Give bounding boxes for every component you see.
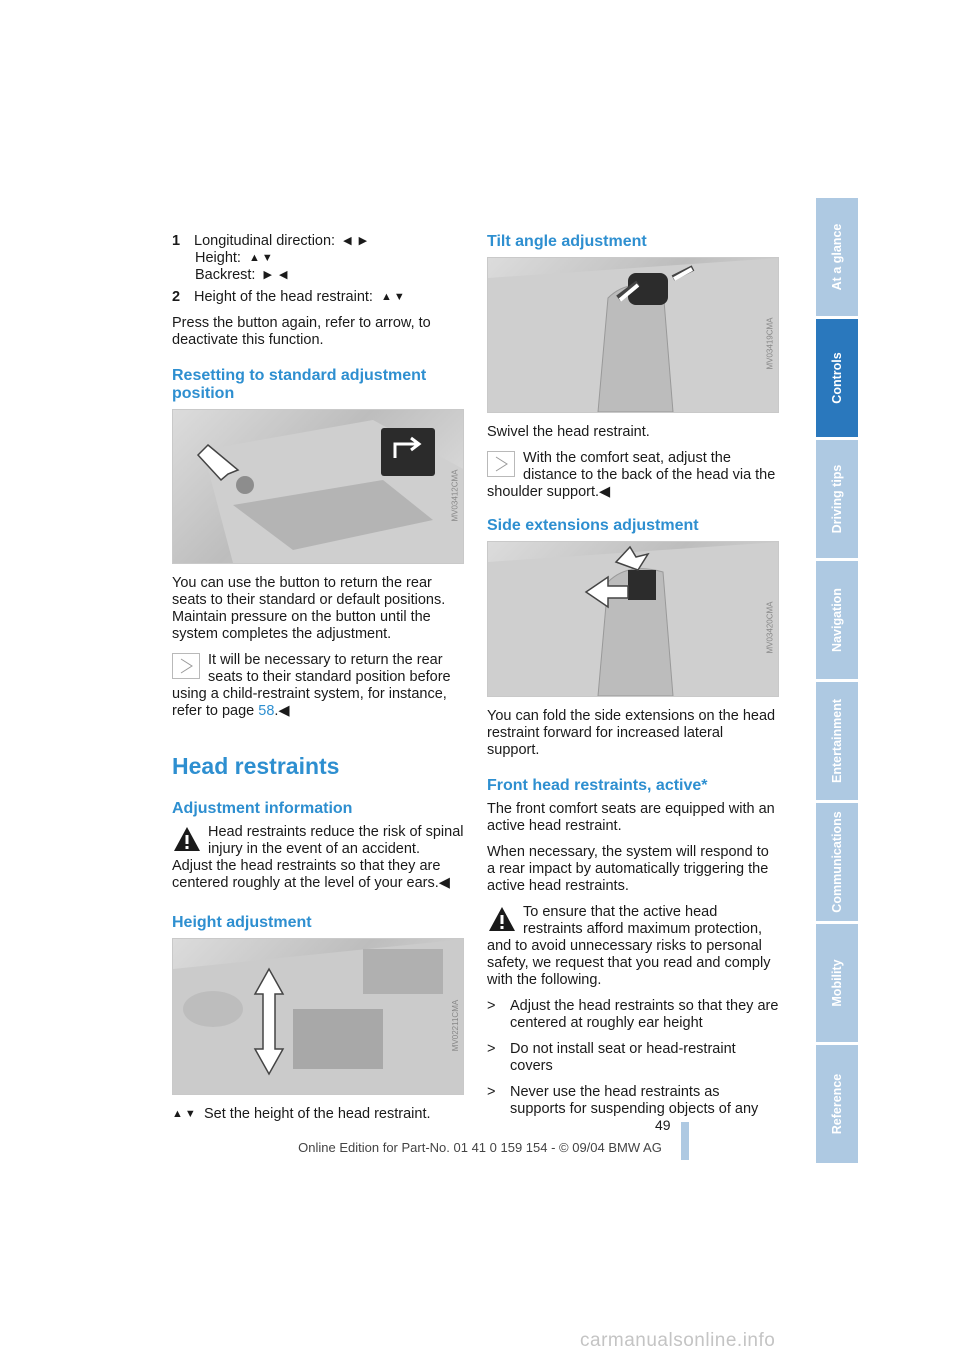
rear-seat-button-image: [172, 409, 464, 564]
warning-icon: [172, 825, 202, 853]
tab-controls[interactable]: Controls: [816, 319, 858, 437]
up-down-arrows-icon: ▲▼: [172, 1108, 198, 1120]
resetting-body: You can use the button to return the rear seats to their standard or default positions. Maintain pressure on the button until the system completes the adjustment.: [172, 575, 446, 642]
list-item: > Do not install seat or head-restraint covers: [487, 1041, 736, 1074]
side-extension-illustration: [488, 542, 779, 696]
warning-block: [172, 824, 464, 892]
warning-text: Head restraints reduce the risk of spinal injury in the event of an accident.: [208, 824, 464, 857]
note-text-rest: using a child-restraint system, for instance, refer to page: [172, 686, 447, 719]
image-code: MV03412CMA: [450, 468, 460, 522]
watermark: carmanualsonline.info: [580, 1330, 776, 1351]
warning-text: To ensure that the active head restraints afford maximum protection,: [523, 904, 763, 937]
note-block: [487, 450, 779, 501]
tab-driving-tips[interactable]: Driving tips: [816, 440, 858, 558]
list-item-1: [172, 233, 464, 284]
warning-text-rest: and to avoid unnecessary risks to personal safety, we request that you read and comply with the following.: [487, 938, 771, 988]
footer-text: Online Edition for Part-No. 01 41 0 159 154 - © 09/04 BMW AG: [298, 1140, 662, 1155]
tab-mobility[interactable]: Mobility: [816, 924, 858, 1042]
front-p1: The front comfort seats are equipped with an active head restraint.: [487, 801, 775, 834]
chapter-tabs: [816, 198, 858, 1166]
height-adjustment-image: [172, 938, 464, 1095]
height-caption: Set the height of the head restraint.: [204, 1106, 431, 1122]
front-active-heading: Front head restraints, active*: [487, 777, 708, 794]
list-label: Longitudinal direction:: [194, 233, 336, 249]
note-end: .◀: [274, 703, 290, 719]
right-column: [487, 233, 779, 1127]
page-number: 49: [655, 1117, 671, 1133]
warning-block: [487, 904, 779, 989]
tab-reference[interactable]: Reference: [816, 1045, 858, 1163]
note-text: It will be necessary to return the rear seats to their standard position before: [208, 652, 451, 685]
tab-entertainment[interactable]: Entertainment: [816, 682, 858, 800]
list-item: > Adjust the head restraints so that they are centered at roughly ear height: [487, 998, 779, 1031]
note-text-rest: shoulder support.◀: [487, 484, 611, 500]
list-label: Backrest:: [195, 267, 256, 283]
tilt-body: Swivel the head restraint.: [487, 424, 650, 440]
image-code: MV02211CMA: [450, 999, 460, 1051]
up-down-arrows-icon: ▲▼: [380, 291, 407, 303]
height-switch-illustration: [173, 939, 464, 1094]
side-extensions-image: [487, 541, 779, 697]
list-label: Height of the head restraint:: [194, 289, 373, 305]
note-text: With the comfort seat, adjust the distance to the back of the head via the: [523, 450, 776, 483]
height-caption-row: [172, 1106, 464, 1123]
warning-text-rest: Adjust the head restraints so that they are centered roughly at the level of your ears.◀: [172, 858, 450, 891]
list-item: > Never use the head restraints as supports for suspending objects of any: [487, 1084, 759, 1117]
left-column: [172, 233, 464, 1123]
note-icon: [172, 653, 200, 679]
page-link[interactable]: 58: [258, 703, 275, 719]
bullet-text: Never use the head restraints as supports for suspending objects of any: [510, 1084, 759, 1117]
rear-seat-console-illustration: [173, 410, 464, 563]
list-num: 2: [172, 289, 181, 305]
side-extensions-heading: Side extensions adjustment: [487, 517, 699, 534]
side-body: You can fold the side extensions on the head restraint forward for increased lateral support.: [487, 708, 776, 758]
adjust-list: [172, 233, 464, 306]
tilt-seat-illustration: [488, 258, 779, 412]
height-adjustment-heading: Height adjustment: [172, 914, 312, 931]
adjustment-info-heading: Adjustment information: [172, 800, 353, 817]
direction-arrows-icon: ◀ ▶: [343, 235, 370, 247]
image-code: MV03420CMA: [765, 601, 775, 654]
bullet-text: Adjust the head restraints so that they are centered at roughly ear height: [510, 998, 779, 1031]
note-block: [172, 652, 464, 720]
tab-communications[interactable]: Communications: [816, 803, 858, 921]
up-down-arrows-icon: ▲▼: [248, 252, 275, 264]
tab-at-a-glance[interactable]: At a glance: [816, 198, 858, 316]
press-text: Press the button again, refer to arrow, to deactivate this function.: [172, 315, 431, 348]
bullet-text: Do not install seat or head-restraint covers: [510, 1041, 736, 1074]
list-num: 1: [172, 233, 181, 249]
front-p2: When necessary, the system will respond to a rear impact by automatically triggering the active head restraints.: [487, 844, 769, 894]
tab-navigation[interactable]: Navigation: [816, 561, 858, 679]
head-restraints-title: Head restraints: [172, 753, 340, 779]
warning-icon: [487, 905, 517, 933]
tilt-image: [487, 257, 779, 413]
list-label: Height:: [195, 250, 241, 266]
backrest-arrows-icon: ▶ ◀: [263, 269, 290, 281]
tilt-heading: Tilt angle adjustment: [487, 233, 647, 250]
image-code: MV03419CMA: [765, 317, 775, 370]
list-item-2: [172, 289, 464, 306]
note-icon: [487, 451, 515, 477]
resetting-heading: Resetting to standard adjustment position: [172, 367, 427, 402]
